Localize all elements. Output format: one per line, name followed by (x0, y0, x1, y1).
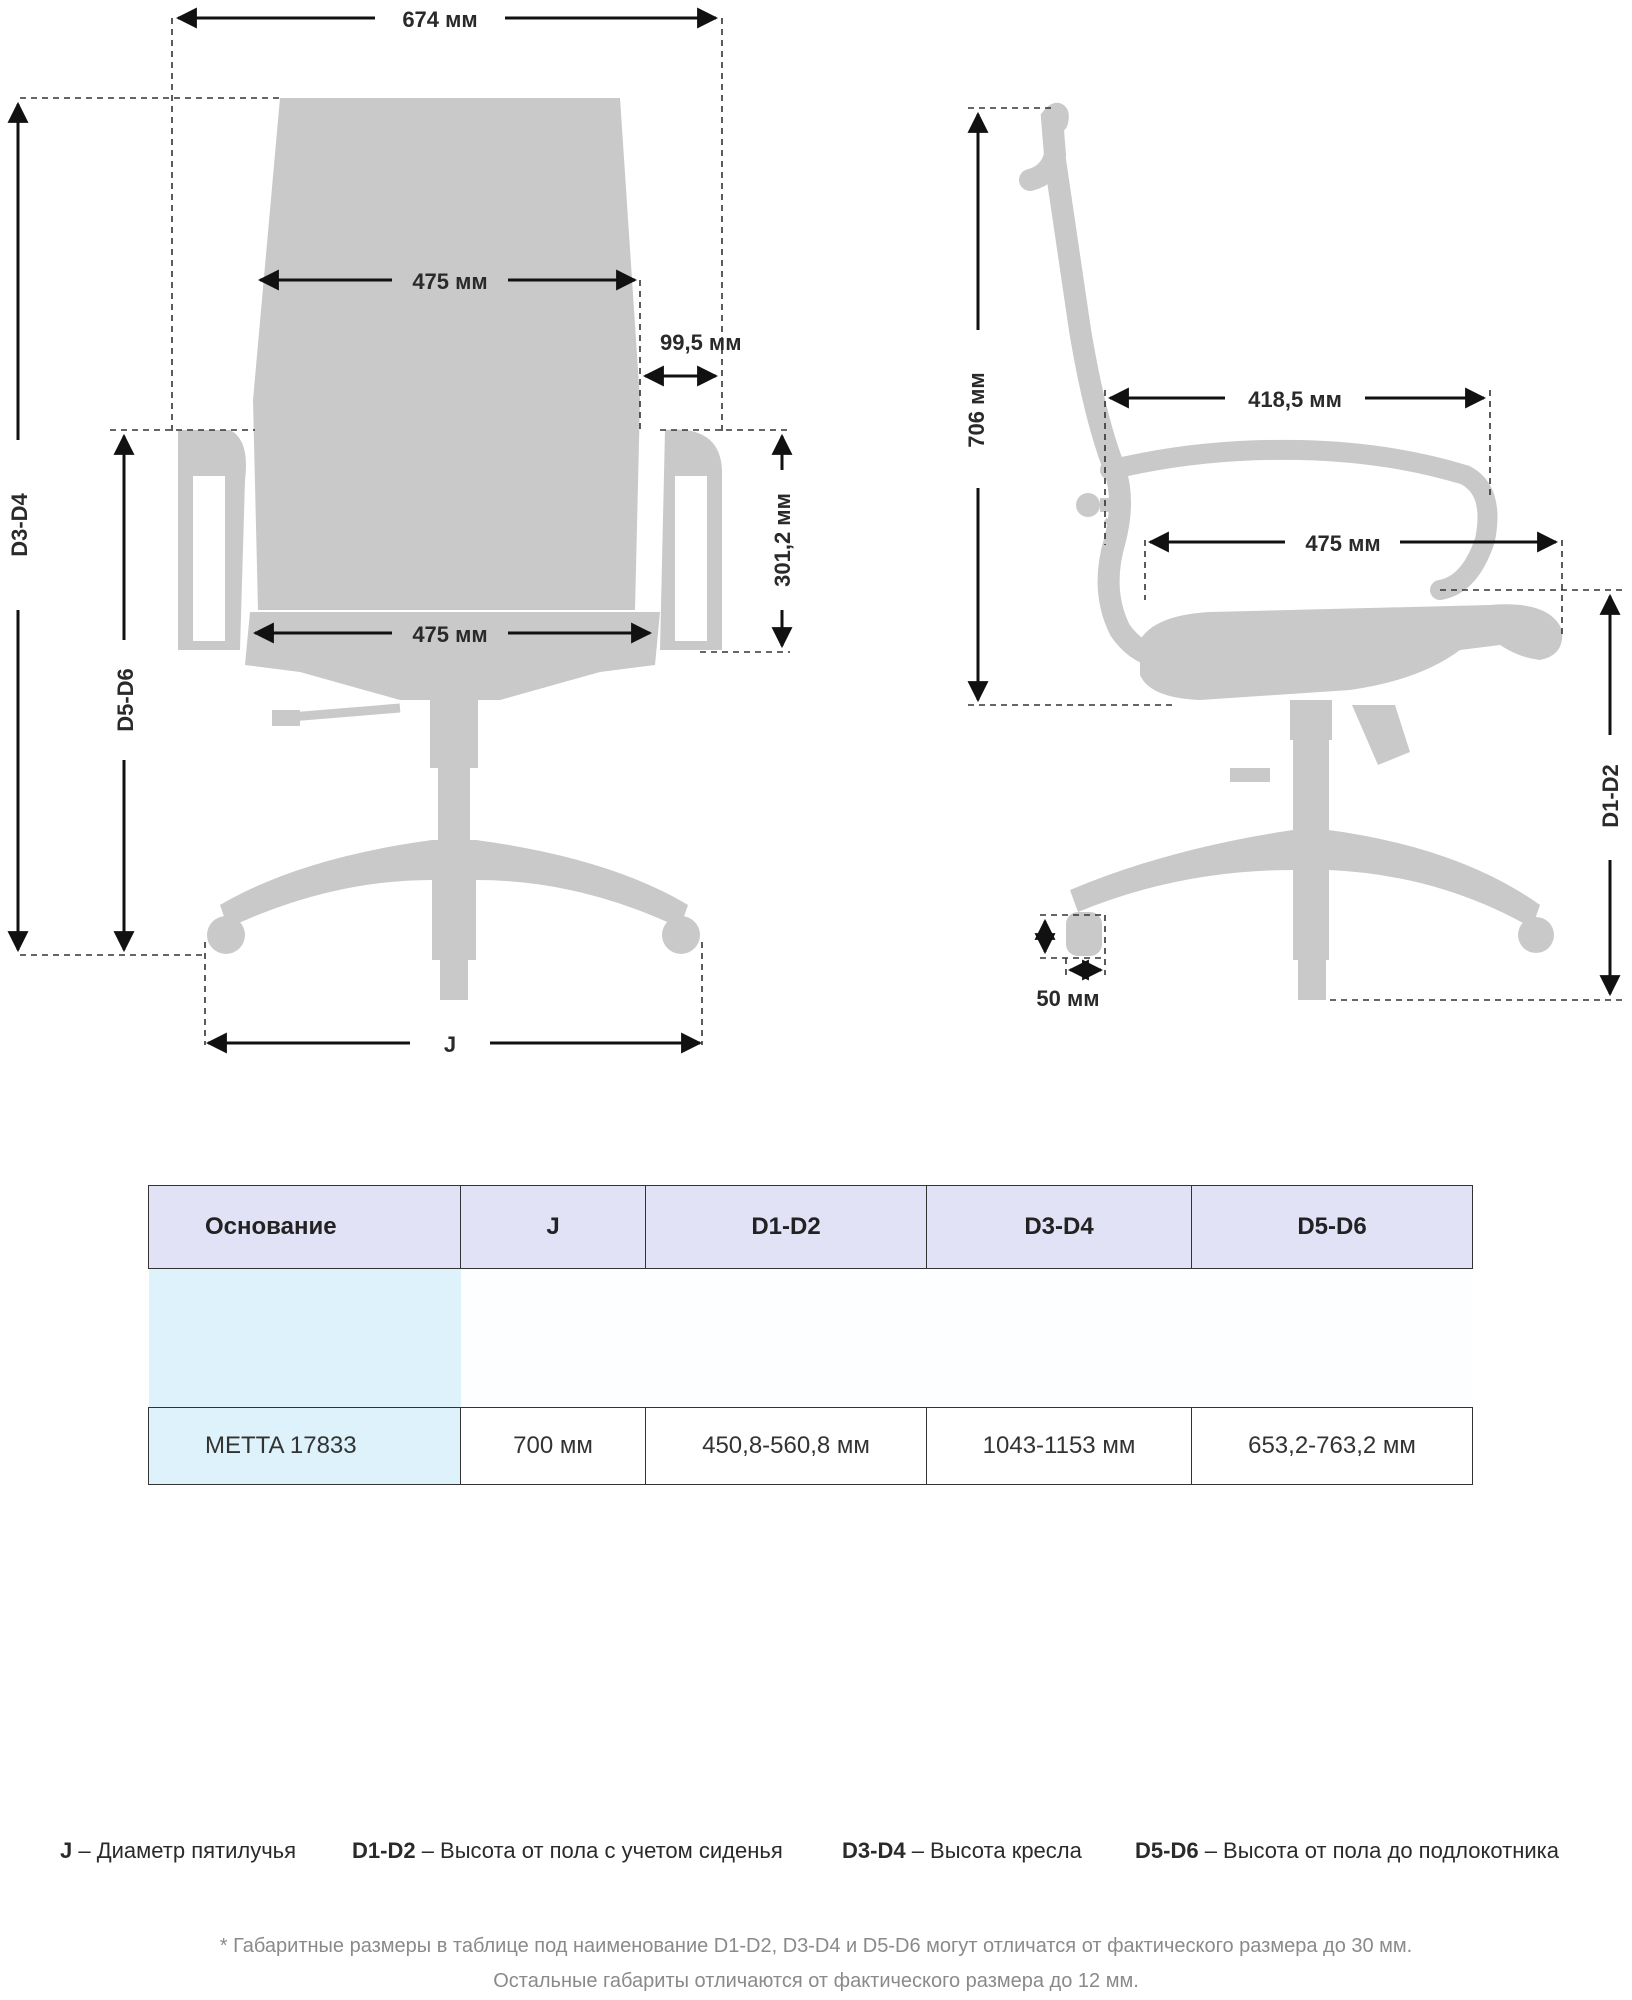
legend-item-j: J – Диаметр пятилучья (60, 1838, 297, 1863)
table-row (149, 1408, 1473, 1485)
front-seat-width-label: 475 мм (412, 622, 488, 647)
side-seat-height-d1-d2-label: D1-D2 (1598, 764, 1623, 828)
legend-item-d1-d2: D1-D2 – Высота от пола с учетом сиденья (352, 1838, 783, 1863)
front-height-d3-d4-label: D3-D4 (7, 493, 32, 557)
table-spacer-row (149, 1269, 1473, 1408)
side-seat-depth-label: 475 мм (1305, 531, 1381, 556)
front-armrest-width-label: 99,5 мм (660, 330, 742, 355)
front-chair-silhouette (178, 98, 722, 1000)
dimensions-table (148, 1185, 1473, 1485)
header-d1-d2: D1-D2 (646, 1186, 927, 1269)
front-backrest-width-label: 475 мм (412, 269, 488, 294)
header-j: J (461, 1186, 646, 1269)
side-caster-label: 50 мм (1036, 986, 1100, 1011)
legend-item-d3-d4: D3-D4 – Высота кресла (842, 1838, 1082, 1863)
front-total-width-label: 674 мм (402, 7, 478, 32)
header-d3-d4: D3-D4 (927, 1186, 1192, 1269)
front-arm-height-d5-d6-label: D5-D6 (113, 668, 138, 732)
cell-d1-d2: 450,8-560,8 мм (646, 1408, 927, 1485)
cell-j: 700 мм (461, 1408, 646, 1485)
footnote-other-dimensions: Остальные габариты отличаются от фактического размера до 12 мм. (493, 1970, 1139, 1992)
header-d5-d6: D5-D6 (1192, 1186, 1473, 1269)
side-chair-silhouette (1030, 114, 1562, 1000)
footnote-tolerance: * Габаритные размеры в таблице под наименование D1-D2, D3-D4 и D5-D6 могут отличатся от фактического размера до 30 мм. (219, 1935, 1413, 1957)
cell-d3-d4: 1043-1153 мм (927, 1408, 1192, 1485)
front-base-j-label: J (443, 1032, 457, 1057)
cell-base: METTA 17833 (149, 1408, 461, 1485)
side-back-depth-label: 418,5 мм (1248, 387, 1342, 412)
table-header-row (149, 1186, 1473, 1269)
front-armrest-height-label: 301,2 мм (770, 493, 795, 587)
legend-item-d5-d6: D5-D6 – Высота от пола до подлокотника (1135, 1838, 1559, 1863)
cell-d5-d6: 653,2-763,2 мм (1192, 1408, 1473, 1485)
header-base: Основание (149, 1186, 461, 1269)
side-back-height-label: 706 мм (964, 372, 989, 448)
